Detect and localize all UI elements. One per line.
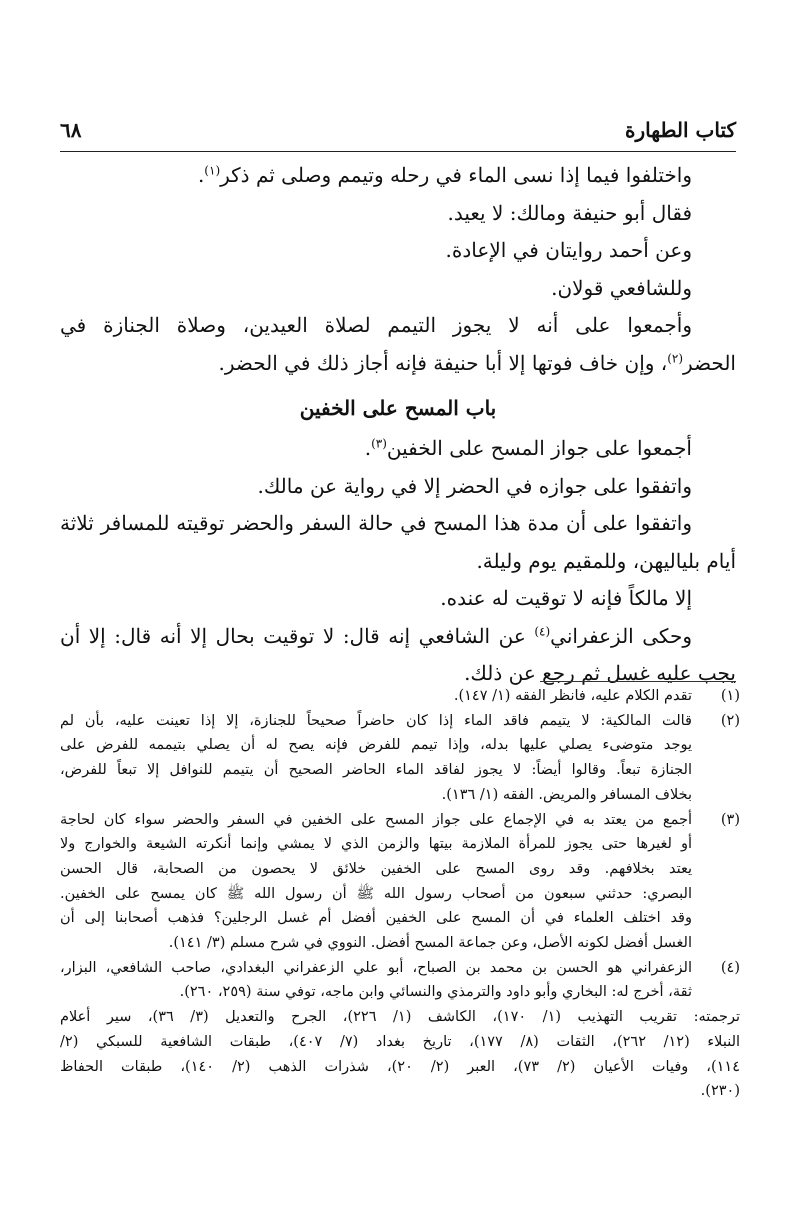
paragraph-9: إلا مالكاً فإنه لا توقيت له عنده. <box>440 586 692 610</box>
footnote-2 <box>60 709 740 808</box>
footnote-4-continuation: النبلاء (١٢/ ٢٦٢)، الثقات (٨/ ١٧٧)، تاريخ بغداد (٧/ ٤٠٧)، طبقات الشافعية للسبكي (٢/ <box>60 1033 741 1050</box>
footnote-ref-4[interactable]: (٤) <box>534 623 551 638</box>
paragraph-5-line-1: وأجمعوا على أنه لا يجوز التيمم لصلاة العيدين، وصلاة الجنازة في <box>60 313 692 337</box>
footnote-line: الجنازة تبعاً. وقالوا أيضاً: لا يجوز لفاقد الماء الحاضر الصحيح أن يتيمم للنوافل إلا تبعاً للفرض، <box>60 762 692 779</box>
paragraph-10-line-2: يجب عليه غسل ثم رجع عن ذلك. <box>464 661 736 685</box>
paragraph-6 <box>60 430 736 468</box>
paragraph-5-text-b: ، وإن خاف فوتها إلا أبا حنيفة فإنه أجاز ذلك في الحضر. <box>218 350 668 375</box>
footnote-4-continuation: ترجمته: تقريب التهذيب (١/ ١٧٠)، الكاشف (١/ ٢٢٦)، الجرح والتعديل (٣/ ٣٦)، سير أعلام <box>60 1009 741 1026</box>
footnote-line: قالت المالكية: لا يتيمم فاقد الماء إذا كان حاضراً صحيحاً للجنازة، إلا إذا تعينت عليه، بأن لم <box>60 712 692 729</box>
paragraph-5-text-a: الحضر <box>683 350 736 375</box>
footnotes <box>60 684 740 1104</box>
paragraph-2: فقال أبو حنيفة ومالك: لا يعيد. <box>447 200 692 225</box>
footnote-line: وقد اختلف العلماء في أن المسح على الخفين أفضل أم غسل الرجلين؟ فذهب أصحابنا إلى أن <box>60 910 692 927</box>
footnote-ref-3[interactable]: (٣) <box>371 436 387 451</box>
paragraph-10-line-1 <box>60 618 736 656</box>
paragraph-6-text: أجمعوا على جواز المسح على الخفين <box>386 436 692 460</box>
page-number: ٦٨ <box>60 118 82 142</box>
header-rule <box>60 151 736 152</box>
paragraph-10-text-b: عن الشافعي إنه قال: لا توقيت بحال إلا أنه قال: إلا أن <box>60 623 535 648</box>
footnote-1 <box>60 684 740 709</box>
footnote-number: (٤) <box>720 959 740 976</box>
paragraph-8-line-1: واتفقوا على أن مدة هذا المسح في حالة السفر والحضر توقيته للمسافر ثلاثة <box>60 511 692 535</box>
footnote-line: يوجد متوضىء يصلي عليها بدله، وإذا تيمم للفرض فإنه يصح له أن يصلي بتيممه للفرض على <box>60 737 692 754</box>
footnote-line: أجمع من يعتد به في الإجماع على جواز المسح على الخفين في السفر والحضر سواء كان لحاجة <box>60 811 692 828</box>
paragraph-8-line-2: أيام بلياليهن، وللمقيم يوم وليلة. <box>476 548 736 573</box>
footnote-4-continuation: ١١٤)، وفيات الأعيان (٢/ ٧٣)، العبر (٢/ ٢٠)، شذرات الذهب (٢/ ١٤٠)، طبقات الحفاظ <box>60 1058 741 1075</box>
paragraph-1-end: . <box>197 163 205 187</box>
paragraph-7: واتفقوا على جوازه في الحضر إلا في رواية عن مالك. <box>257 473 692 498</box>
footnote-line: بخلاف المسافر والمريض. الفقه (١/ ١٣٦). <box>441 786 692 803</box>
footnote-number: (١) <box>720 688 740 704</box>
footnote-line: الغسل أفضل لكونه الأصل، وعن جماعة المسح أفضل. النووي في شرح مسلم (٣/ ١٤١). <box>168 935 692 952</box>
main-text <box>60 157 736 693</box>
paragraph-3: وعن أحمد روايتان في الإعادة. <box>445 238 692 262</box>
page-header <box>60 118 736 152</box>
footnote-ref-2[interactable]: (٢) <box>667 350 684 365</box>
paragraph-1 <box>60 157 736 195</box>
footnote-number: (٣) <box>720 811 740 828</box>
paragraph-1-text: واختلفوا فيما إذا نسى الماء في رحله وتيمم وصلى ثم ذكر <box>220 163 692 187</box>
footnote-line: الزعفراني هو الحسن بن محمد بن الصباح، أبو علي الزعفراني البغدادي، صاحب الشافعي، البزار، <box>60 959 692 976</box>
paragraph-6-end: . <box>364 436 372 460</box>
footnote-number: (٢) <box>720 712 740 729</box>
paragraph-4: وللشافعي قولان. <box>551 275 692 300</box>
footnote-line: تقدم الكلام عليه، فانظر الفقه (١/ ١٤٧). <box>453 688 692 704</box>
footnote-4 <box>60 956 740 1005</box>
paragraph-10-text-a: وحكى الزعفراني <box>550 623 692 648</box>
footnote-ref-1[interactable]: (١) <box>204 163 221 178</box>
footnote-3 <box>60 808 740 956</box>
footnote-line: أو لغيرها حتى يجوز للمرأة الملازمة بيتها والزمن الذي لا يمشي وإنما أنكرته الشيعة والخوارج ولا <box>60 836 692 853</box>
paragraph-5-line-2 <box>60 345 736 383</box>
footnote-line: ثقة، أخرج له: البخاري وأبو داود والترمذي والنسائي وابن ماجه، توفي سنة (٢٥٩، ٢٦٠). <box>179 984 692 1001</box>
section-title: باب المسح على الخفين <box>299 396 497 420</box>
footnote-separator <box>540 681 736 682</box>
footnote-4-continuation: (٢٣٠). <box>700 1083 740 1100</box>
footnote-line: يعتد بخلافهم. وقد روى المسح على الخفين خلائق لا يحصون من الصحابة، قال الحسن <box>60 860 692 877</box>
book-title: كتاب الطهارة <box>625 118 736 142</box>
footnote-line: البصري: حدثني سبعون من أصحاب رسول الله ﷺ أن رسول الله ﷺ كان يمسح على الخفين. <box>60 885 692 902</box>
